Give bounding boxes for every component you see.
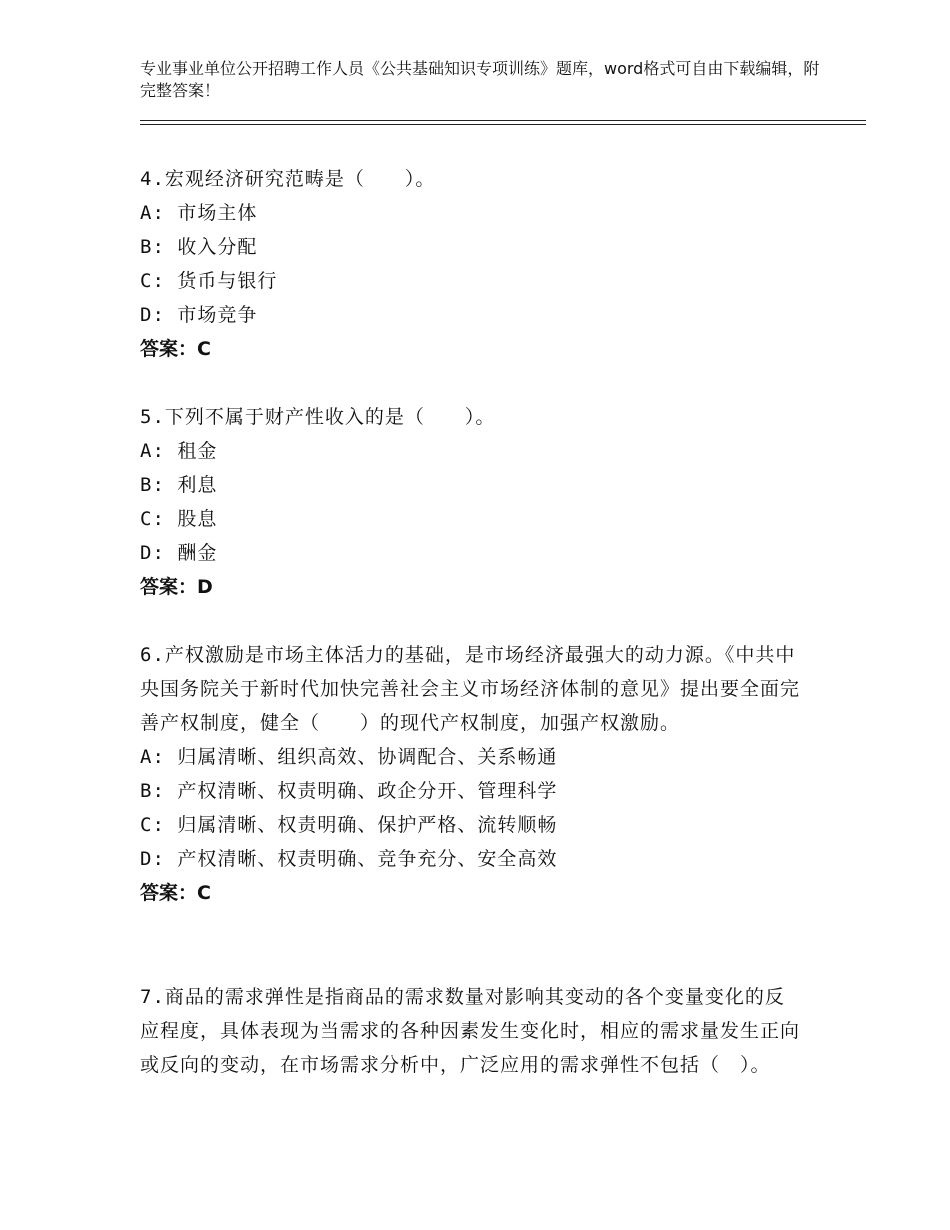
- answer: 答案：C: [140, 882, 211, 904]
- question-stem: 5.下列不属于财产性收入的是（ ）。: [140, 406, 496, 428]
- header-divider-top: [140, 120, 866, 121]
- answer: 答案：C: [140, 338, 211, 360]
- question-6: [140, 638, 800, 910]
- option-d: D: 产权清晰、权责明确、竞争充分、安全高效: [140, 848, 558, 870]
- option-d: D: 酬金: [140, 542, 218, 564]
- page-header: 专业事业单位公开招聘工作人员《公共基础知识专项训练》题库，word格式可自由下载编辑，附完整答案！: [140, 59, 820, 100]
- answer: 答案：D: [140, 576, 213, 598]
- option-a: A: 归属清晰、组织高效、协调配合、关系畅通: [140, 746, 558, 768]
- question-stem: 6.产权激励是市场主体活力的基础，是市场经济最强大的动力源。《中共中央国务院关于新时代加快完善社会主义市场经济体制的意见》提出要全面完善产权制度，健全（ ）的现代产权制度，加强产权激励。: [140, 644, 801, 734]
- question-5: [140, 400, 800, 604]
- option-c: C: 股息: [140, 508, 218, 530]
- question-7: [140, 980, 800, 1082]
- question-stem: 7.商品的需求弹性是指商品的需求数量对影响其变动的各个变量变化的反应程度，具体表现为当需求的各种因素发生变化时，相应的需求量发生正向或反向的变动，在市场需求分析中，广泛应用的需求弹性不包括（ ）。: [140, 986, 801, 1076]
- question-4: [140, 162, 800, 366]
- option-b: B: 收入分配: [140, 236, 258, 258]
- option-c: C: 归属清晰、权责明确、保护严格、流转顺畅: [140, 814, 558, 836]
- header-divider-bottom: [140, 124, 866, 125]
- option-c: C: 货币与银行: [140, 270, 278, 292]
- option-a: A: 市场主体: [140, 202, 258, 224]
- option-a: A: 租金: [140, 440, 218, 462]
- option-d: D: 市场竞争: [140, 304, 258, 326]
- option-b: B: 利息: [140, 474, 218, 496]
- option-b: B: 产权清晰、权责明确、政企分开、管理科学: [140, 780, 558, 802]
- question-stem: 4.宏观经济研究范畴是（ ）。: [140, 168, 436, 190]
